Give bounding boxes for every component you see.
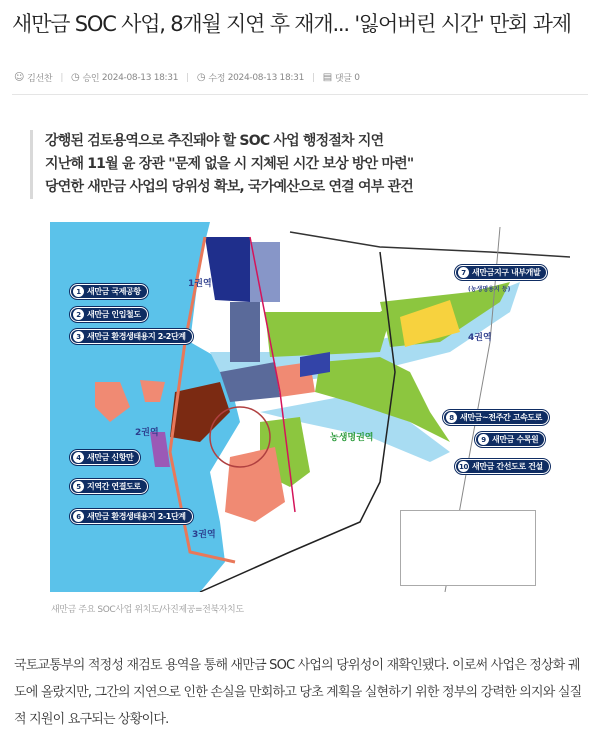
approved-time: 2024-08-13 18:31 <box>101 72 179 83</box>
article-body: 국토교통부의 적정성 재검토 용역을 통해 새만금 SOC 사업의 당위성이 재확인됐다. 이로써 사업은 정상화 궤도에 올랐지만, 그간의 지연으로 인한 손실을 만회하고 당초 계획을 실현하기 위한 정부의 강력한 의지와 실질적 지원이 요구되는 상황이다. <box>14 658 582 727</box>
article-subtitle <box>30 130 413 199</box>
callout-port: 4 새만금 신항만 <box>70 450 140 465</box>
article-meta <box>14 71 360 84</box>
callout-arterial-road: 10 새만금 간선도로 건설 <box>455 459 550 474</box>
comment-icon: ▤ <box>322 72 332 83</box>
callout-railway: 2 새만금 인입철도 <box>70 307 148 322</box>
author-name[interactable]: 김선찬 <box>27 74 53 84</box>
callout-airport: 1 새만금 국제공항 <box>70 284 148 299</box>
article-title: 새만금 SOC 사업, 8개월 지연 후 재개... '잃어버린 시간' 만회 과제 <box>12 12 571 36</box>
saemangeum-map-image <box>50 222 570 592</box>
modified-label: 수정 <box>208 74 226 84</box>
modified-time: 2024-08-13 18:31 <box>227 72 304 83</box>
subtitle-line: 당연한 새만금 사업의 당위성 확보, 국가예산으로 연결 여부 관건 <box>45 179 413 195</box>
divider: | <box>312 72 315 83</box>
divider: | <box>60 72 64 83</box>
zone-label: 1권역 <box>188 279 212 289</box>
zone-label: 3권역 <box>192 530 216 540</box>
divider: | <box>186 72 189 83</box>
callout-connecting-road: 5 지역간 연결도로 <box>70 479 148 494</box>
clock-icon: ◷ <box>196 72 206 83</box>
subtitle-line: 강행된 검토용역으로 추진돼야 할 SOC 사업 행정절차 지연 <box>45 133 384 149</box>
image-caption: 새만금 주요 SOC사업 위치도/사진제공=전북자치도 <box>51 605 244 615</box>
comments-label[interactable]: 댓글 <box>334 74 352 84</box>
clock-icon: ◷ <box>71 72 80 83</box>
zone-label: 농생명권역 <box>330 433 374 443</box>
divider <box>12 94 588 95</box>
approved-label: 승인 <box>82 74 100 84</box>
zone-label: (농생명용지 등) <box>468 286 511 293</box>
comments-count[interactable]: 0 <box>354 72 360 83</box>
callout-eco-land-2-1: 6 새만금 환경생태용지 2-1단계 <box>70 509 193 524</box>
callout-arboretum: 9 새만금 수목원 <box>475 432 545 447</box>
user-icon: ☺ <box>14 72 25 83</box>
map-legend-table <box>400 510 536 586</box>
zone-label: 4권역 <box>468 333 492 343</box>
callout-eco-land-2-2: 3 새만금 환경생태용지 2-2단계 <box>70 329 193 344</box>
zone-label: 2권역 <box>135 428 159 438</box>
callout-expressway: 8 새만금~전주간 고속도로 <box>443 410 549 425</box>
callout-internal-development: 7 새만금지구 내부개발 <box>455 265 547 280</box>
subtitle-line: 지난해 11월 윤 장관 "문제 없을 시 지체된 시간 보상 방안 마련" <box>45 156 414 172</box>
